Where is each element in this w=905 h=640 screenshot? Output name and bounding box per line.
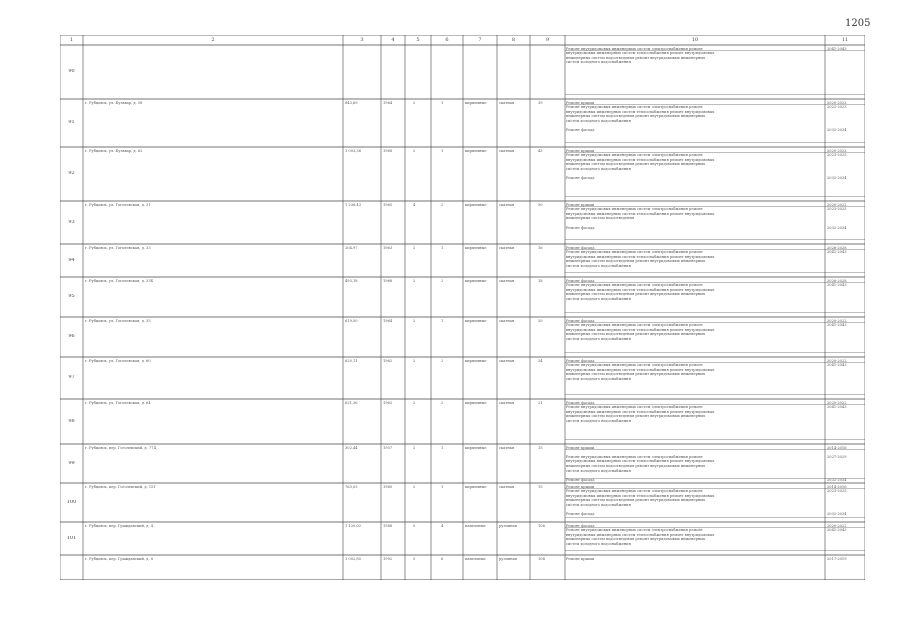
area-cell: 643,69 — [345, 101, 358, 105]
residents-cell: 20 — [538, 319, 543, 323]
residents-cell: 18 — [538, 279, 543, 283]
floors-cell: 2 — [413, 485, 416, 489]
area-cell: 620,11 — [345, 359, 358, 363]
entrances-cell: 2 — [441, 279, 444, 283]
residents-cell: 21 — [538, 401, 543, 405]
column-header: 4 — [391, 37, 395, 43]
address-cell: г. Рубцовск, ул. Гоголевская, д. 33Б — [85, 279, 154, 283]
address-cell: г. Рубцовск, пер. Гоголевский, д. 77Д — [85, 446, 157, 450]
roof-type-cell: скатная — [499, 246, 515, 250]
works-line: внутридомовых инженерных систем теплоснабжения ремонт внутридомовых — [566, 51, 715, 56]
column-header: 7 — [478, 37, 482, 43]
entrances-cell: 1 — [441, 149, 444, 153]
works-line: Ремонт фасада — [566, 358, 595, 363]
entrances-cell: 6 — [441, 557, 444, 561]
works-line: Ремонт внутридомовых инженерных систем электроснабжения ремонт — [566, 207, 703, 212]
year-built-cell: 1965 — [383, 203, 393, 207]
address-cell: г. Рубцовск, ул. Гоголевская, д. 60 — [85, 359, 151, 363]
roof-type-cell: скатная — [499, 101, 515, 105]
residents-cell: 50 — [538, 203, 543, 207]
row-number: 90 — [68, 69, 75, 74]
floors-cell: 2 — [413, 401, 416, 405]
address-cell: г. Рубцовск, ул. Гоголевская, д. 33 — [85, 246, 151, 250]
works-line: систем холодного водоснабжения — [566, 60, 631, 65]
period-cell: 2032-2034 — [827, 512, 847, 517]
page-number: 1205 — [845, 18, 871, 29]
floors-cell: 2 — [413, 446, 416, 450]
works-line: систем холодного водоснабжения — [566, 376, 631, 381]
floors-cell: 5 — [413, 557, 416, 561]
works-line: инженерных систем водоотведения ремонт внутридомовых инженерных — [566, 55, 706, 60]
works-line: инженерных систем водоотведения ремонт внутридомовых инженерных — [566, 498, 706, 503]
works-line: Ремонт фасада — [566, 477, 595, 482]
works-line: систем холодного водоснабжения — [566, 468, 631, 473]
wall-material-cell: кирпичные — [465, 101, 487, 105]
works-line: внутридомовых инженерных систем теплоснабжения ремонт внутридомовых — [566, 532, 715, 537]
period-cell: 2032-2034 — [827, 128, 847, 133]
residents-cell: 104 — [538, 557, 545, 561]
address-cell: г. Рубцовск, ул. Гоголевская, д. 35 — [85, 319, 151, 323]
works-line: Ремонт фасада — [566, 400, 595, 405]
area-cell: 493,18 — [345, 279, 358, 283]
entrances-cell: 1 — [441, 485, 444, 489]
works-line: внутридомовых инженерных систем теплоснабжения ремонт внутридомовых — [566, 109, 715, 114]
works-line: Ремонт фасада — [566, 278, 595, 283]
residents-cell: 43 — [538, 149, 543, 153]
floors-cell: 2 — [413, 279, 416, 283]
works-line: систем холодного водоснабжения — [566, 296, 631, 301]
works-line: внутридомовых инженерных систем теплоснабжения ремонт внутридомовых — [566, 493, 715, 498]
roof-type-cell: рулонная — [499, 524, 518, 528]
entrances-cell: 1 — [441, 446, 444, 450]
address-cell: г. Рубцовск, ул. Бульвар, д. 58 — [85, 101, 143, 105]
period-cell: 2020-2022 — [827, 523, 847, 528]
area-cell: 204,97 — [345, 246, 358, 250]
works-line: Ремонт фасада — [566, 245, 595, 250]
works-line: внутридомовых инженерных систем теплоснабжения ремонт внутридомовых — [566, 327, 715, 332]
entrances-cell: 2 — [441, 359, 444, 363]
entrances-cell: 2 — [441, 401, 444, 405]
row-number: 99 — [68, 460, 75, 466]
works-line: Ремонт внутридомовых инженерных систем электроснабжения ремонт — [566, 528, 703, 533]
works-line: Ремонт внутридомовых инженерных систем электроснабжения ремонт — [566, 153, 703, 158]
period-cell: 2041-2043 — [827, 283, 847, 288]
floors-cell: 2 — [413, 101, 416, 105]
works-line: Ремонт внутридомовых инженерных систем электроснабжения ремонт — [566, 454, 703, 459]
works-line: внутридомовых инженерных систем теплоснабжения ремонт внутридомовых — [566, 459, 715, 464]
works-line: инженерных систем водоотведения ремонт внутридомовых инженерных — [566, 332, 706, 337]
works-line: инженерных систем водоотведения ремонт внутридомовых инженерных — [566, 372, 706, 377]
works-line: Ремонт внутридомовых инженерных систем электроснабжения ремонт — [566, 363, 703, 368]
period-cell: 2020-2022 — [827, 400, 847, 405]
works-line: инженерных систем водоотведения ремонт внутридомовых инженерных — [566, 162, 706, 167]
floors-cell: 2 — [413, 149, 416, 153]
works-line: внутридомовых инженерных систем теплоснабжения ремонт внутридомовых — [566, 367, 715, 372]
works-line: систем холодного водоснабжения — [566, 418, 631, 423]
capital-repair-table — [60, 35, 865, 580]
year-built-cell: 1960 — [383, 485, 393, 489]
wall-material-cell: панельные — [465, 524, 486, 528]
works-line: Ремонт крыши — [566, 556, 595, 561]
floors-cell: 2 — [413, 359, 416, 363]
works-line: инженерных систем водоотведения ремонт внутридомовых инженерных — [566, 292, 706, 297]
period-cell: 2041-2043 — [827, 405, 847, 410]
period-cell: 2032-2034 — [827, 477, 847, 482]
year-built-cell: 1964 — [383, 319, 393, 323]
period-cell: 2023-2025 — [827, 207, 847, 212]
residents-cell: 24 — [538, 359, 543, 363]
address-cell: г. Рубцовск, пер. Гражданский, д. 8 — [85, 557, 154, 561]
works-line: Ремонт внутридомовых инженерных систем электроснабжения ремонт — [566, 105, 703, 110]
works-line: инженерных систем водоотведения ремонт внутридомовых инженерных — [566, 463, 706, 468]
entrances-cell: 1 — [441, 319, 444, 323]
address-cell: г. Рубцовск, ул. Гоголевская, д. 64 — [85, 401, 151, 405]
column-header: 5 — [416, 37, 420, 43]
wall-material-cell: кирпичные — [465, 203, 487, 207]
works-line: инженерных систем водоотведения ремонт внутридомовых инженерных — [566, 537, 706, 542]
address-cell: г. Рубцовск, пер. Гоголевский, д. 15Г — [85, 485, 156, 489]
works-line: Ремонт фасада — [566, 128, 595, 133]
wall-material-cell: кирпичные — [465, 279, 487, 283]
works-line: Ремонт крыши — [566, 148, 595, 153]
roof-type-cell: рулонная — [499, 557, 518, 561]
column-header: 8 — [511, 37, 516, 43]
column-header: 9 — [545, 37, 550, 43]
works-line: систем холодного водоснабжения — [566, 263, 631, 268]
works-line: внутридомовых инженерных систем теплоснабжения ремонт внутридомовых — [566, 211, 715, 216]
period-cell: 2041-2043 — [827, 250, 847, 255]
works-line: Ремонт фасада — [566, 318, 595, 323]
works-line: систем холодного водоснабжения — [566, 541, 631, 546]
row-number: 94 — [68, 257, 75, 263]
works-line: Ремонт внутридомовых инженерных систем электроснабжения ремонт — [566, 46, 703, 51]
area-cell: 763,03 — [345, 485, 358, 489]
works-line: Ремонт внутридомовых инженерных систем электроснабжения ремонт — [566, 283, 703, 288]
period-cell: 2014-2016 — [827, 484, 847, 489]
residents-cell: 39 — [538, 101, 543, 105]
area-cell: 1 002,85 — [345, 557, 362, 561]
works-line: Ремонт фасада — [566, 176, 595, 181]
residents-cell: 106 — [538, 524, 545, 528]
row-number: 95 — [68, 294, 75, 299]
period-cell: 2020-2022 — [827, 358, 847, 363]
works-line: Ремонт внутридомовых инженерных систем электроснабжения ремонт — [566, 323, 703, 328]
entrances-cell: 1 — [441, 101, 444, 105]
year-built-cell: 1957 — [383, 446, 393, 450]
works-line: Ремонт крыши — [566, 100, 595, 105]
period-cell: 2020-2022 — [827, 318, 847, 323]
year-built-cell: 1962 — [383, 401, 393, 405]
works-line: Ремонт крыши — [566, 202, 595, 207]
period-cell: 2017-2019 — [827, 556, 847, 561]
address-cell: г. Рубцовск, ул. Гоголевская, д. 31 — [85, 203, 151, 207]
period-cell: 2022-2023 — [827, 105, 847, 110]
period-cell: 2041-2043 — [827, 46, 847, 51]
column-header: 2 — [211, 37, 215, 43]
period-cell: 2026-2028 — [827, 278, 847, 283]
entrances-cell: 4 — [441, 524, 444, 528]
period-cell: 2020-2022 — [827, 100, 847, 105]
residents-cell: 15 — [538, 446, 543, 450]
column-header: 1 — [69, 37, 74, 43]
address-cell: г. Рубцовск, пер. Гражданский, д. 4 — [85, 524, 154, 528]
area-cell: 1 003,36 — [345, 149, 362, 153]
period-cell: 2020-2022 — [827, 148, 847, 153]
column-header: 3 — [360, 37, 364, 43]
area-cell: 1 120,02 — [345, 524, 362, 528]
period-cell: 2020-2022 — [827, 202, 847, 207]
residents-cell: 15 — [538, 485, 543, 489]
roof-type-cell: скатная — [499, 485, 515, 489]
works-line: инженерных систем водоотведения ремонт внутридомовых инженерных — [566, 114, 706, 119]
period-cell: 2023-2025 — [827, 153, 847, 158]
works-line: Ремонт внутридомовых инженерных систем электроснабжения ремонт — [566, 405, 703, 410]
row-number: 91 — [68, 120, 75, 125]
year-built-cell: 1988 — [383, 524, 393, 528]
year-built-cell: 1968 — [383, 279, 393, 283]
works-line: внутридомовых инженерных систем теплоснабжения ремонт внутридомовых — [566, 287, 715, 292]
works-line: Ремонт фасада — [566, 512, 595, 517]
residents-cell: 16 — [538, 246, 543, 250]
works-line: внутридомовых инженерных систем теплоснабжения ремонт внутридомовых — [566, 409, 715, 414]
roof-type-cell: скатная — [499, 279, 515, 283]
period-cell: 2032-2034 — [827, 176, 847, 181]
period-cell: 2041-2043 — [827, 363, 847, 368]
column-header: 6 — [445, 37, 449, 43]
period-cell: 2023-2025 — [827, 489, 847, 494]
works-line: инженерных систем водоотведения ремонт внутридомовых инженерных — [566, 259, 706, 264]
entrances-cell: 1 — [441, 246, 444, 250]
wall-material-cell: кирпичные — [465, 149, 487, 153]
works-line: систем холодного водоснабжения — [566, 166, 631, 171]
works-line: инженерных систем водоотведения — [566, 216, 635, 221]
row-number: 101 — [66, 535, 77, 541]
roof-type-cell: скатная — [499, 149, 515, 153]
works-line: систем холодного водоснабжения — [566, 118, 631, 123]
column-header: 10 — [691, 37, 699, 43]
roof-type-cell: скатная — [499, 446, 515, 450]
row-number: 96 — [68, 334, 75, 339]
wall-material-cell: панельные — [465, 557, 486, 561]
wall-material-cell: кирпичные — [465, 359, 487, 363]
works-line: Ремонт фасада — [566, 523, 595, 528]
wall-material-cell: кирпичные — [465, 485, 487, 489]
entrances-cell: 2 — [441, 203, 444, 207]
floors-cell: 5 — [413, 524, 416, 528]
roof-type-cell: скатная — [499, 359, 515, 363]
roof-type-cell: скатная — [499, 319, 515, 323]
period-cell: 2041-2043 — [827, 528, 847, 533]
works-line: Ремонт крыши — [566, 484, 595, 489]
floors-cell: 4 — [413, 203, 416, 207]
area-cell: 1 236,43 — [345, 203, 362, 207]
period-cell: 2032-2034 — [827, 225, 847, 230]
row-number: 97 — [68, 375, 75, 380]
wall-material-cell: кирпичные — [465, 446, 487, 450]
year-built-cell: 1964 — [383, 101, 393, 105]
works-line: внутридомовых инженерных систем теплоснабжения ремонт внутридомовых — [566, 157, 715, 162]
floors-cell: 2 — [413, 246, 416, 250]
works-line: Ремонт крыши — [566, 445, 595, 450]
area-cell: 302,44 — [345, 446, 358, 450]
area-cell: 619,50 — [345, 319, 358, 323]
wall-material-cell: кирпичные — [465, 319, 487, 323]
wall-material-cell: кирпичные — [465, 401, 487, 405]
row-number: 93 — [68, 219, 75, 225]
row-number: 92 — [68, 171, 75, 176]
works-line: систем холодного водоснабжения — [566, 336, 631, 341]
roof-type-cell: скатная — [499, 401, 515, 405]
period-cell: 2026-2028 — [827, 245, 847, 250]
works-line: инженерных систем водоотведения ремонт внутридомовых инженерных — [566, 414, 706, 419]
column-header: 11 — [841, 37, 849, 43]
year-built-cell: 1963 — [383, 246, 393, 250]
period-cell: 2014-2016 — [827, 445, 847, 450]
roof-type-cell: скатная — [499, 203, 515, 207]
address-cell: г. Рубцовск, ул. Бульвар, д. 62 — [85, 149, 143, 153]
year-built-cell: 1968 — [383, 149, 393, 153]
works-line: Ремонт фасада — [566, 225, 595, 230]
works-line: Ремонт внутридомовых инженерных систем электроснабжения ремонт — [566, 250, 703, 255]
floors-cell: 2 — [413, 319, 416, 323]
wall-material-cell: кирпичные — [465, 246, 487, 250]
works-line: внутридомовых инженерных систем теплоснабжения ремонт внутридомовых — [566, 254, 715, 259]
row-number: 100 — [66, 499, 77, 505]
year-built-cell: 1962 — [383, 359, 393, 363]
area-cell: 621,36 — [345, 401, 358, 405]
period-cell: 2041-2043 — [827, 323, 847, 328]
period-cell: 2027-2029 — [827, 454, 847, 459]
row-number: 98 — [68, 418, 75, 424]
year-built-cell: 1992 — [383, 557, 393, 561]
works-line: систем холодного водоснабжения — [566, 502, 631, 507]
works-line: Ремонт внутридомовых инженерных систем электроснабжения ремонт — [566, 489, 703, 494]
